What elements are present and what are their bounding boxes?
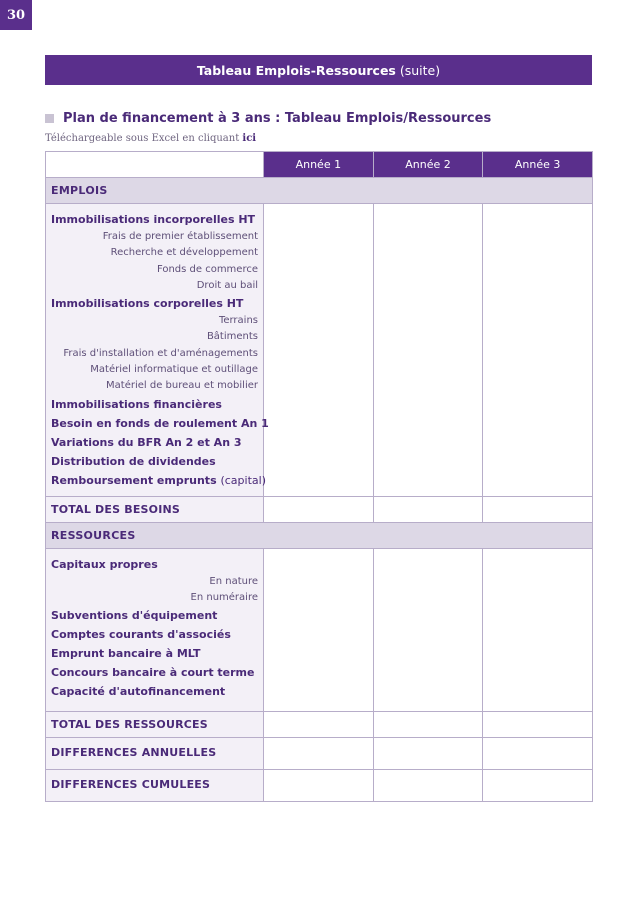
differences-annuelles-row bbox=[46, 737, 593, 769]
total-besoins-label-cell bbox=[46, 496, 264, 522]
differences-cumulees-label-cell bbox=[46, 769, 264, 801]
emplois-item-text: Remboursement emprunts bbox=[51, 473, 217, 487]
emplois-item-text: Besoin en fonds de roulement An 1 bbox=[51, 416, 269, 430]
emplois-item bbox=[51, 452, 258, 471]
emplois-item-text: Recherche et développement bbox=[110, 247, 258, 259]
ressources-item-text: Capacité d'autofinancement bbox=[51, 685, 226, 699]
ressources-year-1-cell[interactable] bbox=[264, 548, 374, 711]
table-header-row bbox=[46, 152, 593, 178]
emplois-item-text: Matériel informatique et outillage bbox=[90, 364, 258, 376]
ressources-item bbox=[51, 555, 258, 574]
ressources-item-text: En numéraire bbox=[190, 591, 258, 603]
title-main: Tableau Emplois-Ressources bbox=[196, 62, 396, 78]
emplois-item bbox=[51, 471, 266, 490]
emplois-year-1-cell[interactable] bbox=[264, 204, 374, 497]
emplois-item bbox=[51, 433, 258, 452]
square-bullet-icon bbox=[45, 114, 54, 123]
section-row-ressources bbox=[46, 522, 593, 548]
excel-download-link[interactable]: ici bbox=[242, 133, 257, 144]
emplois-subitem bbox=[51, 278, 258, 294]
financing-plan-table bbox=[45, 151, 593, 802]
ressources-item-text: Emprunt bancaire à MLT bbox=[51, 647, 201, 661]
subtitle-text: Plan de financement à 3 ans : Tableau Emplois/Ressources bbox=[63, 110, 492, 126]
emplois-year-2-cell[interactable] bbox=[373, 204, 483, 497]
emplois-item-suffix: (capital) bbox=[220, 473, 266, 487]
total-ressources-year-1[interactable] bbox=[264, 711, 374, 737]
total-besoins-year-3[interactable] bbox=[483, 496, 593, 522]
ressources-item bbox=[51, 644, 258, 663]
differences-annuelles-label: DIFFERENCES ANNUELLES bbox=[51, 745, 217, 759]
total-ressources-year-2[interactable] bbox=[373, 711, 483, 737]
differences-annuelles-label-cell bbox=[46, 737, 264, 769]
total-besoins-label: TOTAL DES BESOINS bbox=[51, 502, 181, 516]
section-ressources-cell bbox=[46, 522, 593, 548]
ressources-item bbox=[51, 682, 258, 701]
section-subtitle bbox=[45, 109, 491, 127]
emplois-item bbox=[51, 294, 258, 313]
ressources-item bbox=[51, 606, 258, 625]
emplois-subitem bbox=[51, 378, 258, 394]
header-blank-cell bbox=[46, 152, 264, 178]
emplois-item-text: Matériel de bureau et mobilier bbox=[106, 380, 258, 392]
ressources-item-text: Concours bancaire à court terme bbox=[51, 666, 255, 680]
differences-annuelles-year-1[interactable] bbox=[264, 737, 374, 769]
total-besoins-row bbox=[46, 496, 593, 522]
total-ressources-label: TOTAL DES RESSOURCES bbox=[51, 717, 208, 731]
emplois-subitem bbox=[51, 262, 258, 278]
total-besoins-year-2[interactable] bbox=[373, 496, 483, 522]
ressources-item bbox=[51, 625, 258, 644]
emplois-subitem bbox=[51, 313, 258, 329]
emplois-subitem bbox=[51, 346, 258, 362]
ressources-item-text: En nature bbox=[209, 575, 258, 587]
title-bar bbox=[45, 55, 592, 85]
ressources-item-text: Subventions d'équipement bbox=[51, 609, 218, 623]
ressources-year-3-cell[interactable] bbox=[483, 548, 593, 711]
ressources-item-text: Comptes courants d'associés bbox=[51, 628, 231, 642]
header-year-1: Année 1 bbox=[264, 152, 374, 178]
page-number: 30 bbox=[0, 0, 32, 30]
section-ressources-label: RESSOURCES bbox=[51, 528, 136, 542]
emplois-item-text: Fonds de commerce bbox=[156, 263, 258, 275]
ressources-item-text: Capitaux propres bbox=[51, 557, 158, 571]
emplois-subitem bbox=[51, 329, 258, 345]
total-ressources-year-3[interactable] bbox=[483, 711, 593, 737]
total-ressources-label-cell bbox=[46, 711, 264, 737]
emplois-item bbox=[51, 395, 258, 414]
section-emplois-label: EMPLOIS bbox=[51, 184, 108, 197]
header-year-2: Année 2 bbox=[373, 152, 483, 178]
emplois-item-text: Frais de premier établissement bbox=[102, 231, 258, 242]
differences-annuelles-year-2[interactable] bbox=[373, 737, 483, 769]
title-suffix: (suite) bbox=[399, 62, 441, 78]
emplois-item-text: Immobilisations corporelles HT bbox=[51, 297, 244, 311]
differences-annuelles-year-3[interactable] bbox=[483, 737, 593, 769]
ressources-subitem bbox=[51, 590, 258, 606]
differences-cumulees-year-3[interactable] bbox=[483, 769, 593, 801]
total-ressources-row bbox=[46, 711, 593, 737]
section-emplois-cell bbox=[46, 178, 593, 204]
differences-cumulees-label: DIFFERENCES CUMULEES bbox=[51, 777, 211, 791]
ressources-year-2-cell[interactable] bbox=[373, 548, 483, 711]
emplois-subitem bbox=[51, 362, 258, 378]
emplois-subitem bbox=[51, 229, 258, 245]
emplois-item-text: Variations du BFR An 2 et An 3 bbox=[51, 435, 242, 449]
emplois-item-text: Terrains bbox=[218, 315, 258, 327]
emplois-item-text: Bâtiments bbox=[206, 331, 258, 343]
emplois-item-text: Immobilisations incorporelles HT bbox=[51, 213, 256, 226]
differences-cumulees-year-2[interactable] bbox=[373, 769, 483, 801]
emplois-subitem bbox=[51, 245, 258, 261]
section-row-emplois bbox=[46, 178, 593, 204]
emplois-item bbox=[51, 414, 269, 433]
emplois-item-text: Distribution de dividendes bbox=[51, 454, 216, 468]
differences-cumulees-year-1[interactable] bbox=[264, 769, 374, 801]
header-year-3: Année 3 bbox=[483, 152, 593, 178]
ressources-items-row bbox=[46, 548, 593, 711]
download-note-text: Téléchargeable sous Excel en cliquant bbox=[45, 133, 240, 144]
total-besoins-year-1[interactable] bbox=[264, 496, 374, 522]
emplois-item-text: Immobilisations financières bbox=[51, 397, 222, 411]
emplois-items-row bbox=[46, 204, 593, 497]
emplois-year-3-cell[interactable] bbox=[483, 204, 593, 497]
ressources-subitem bbox=[51, 574, 258, 590]
download-note bbox=[45, 133, 256, 144]
differences-cumulees-row bbox=[46, 769, 593, 801]
ressources-items-list bbox=[46, 548, 264, 711]
emplois-item-text: Droit au bail bbox=[196, 279, 258, 291]
emplois-item bbox=[51, 210, 258, 229]
emplois-items-list bbox=[46, 204, 269, 497]
ressources-item bbox=[51, 663, 258, 682]
emplois-item-text: Frais d'installation et d'aménagements bbox=[63, 347, 258, 359]
